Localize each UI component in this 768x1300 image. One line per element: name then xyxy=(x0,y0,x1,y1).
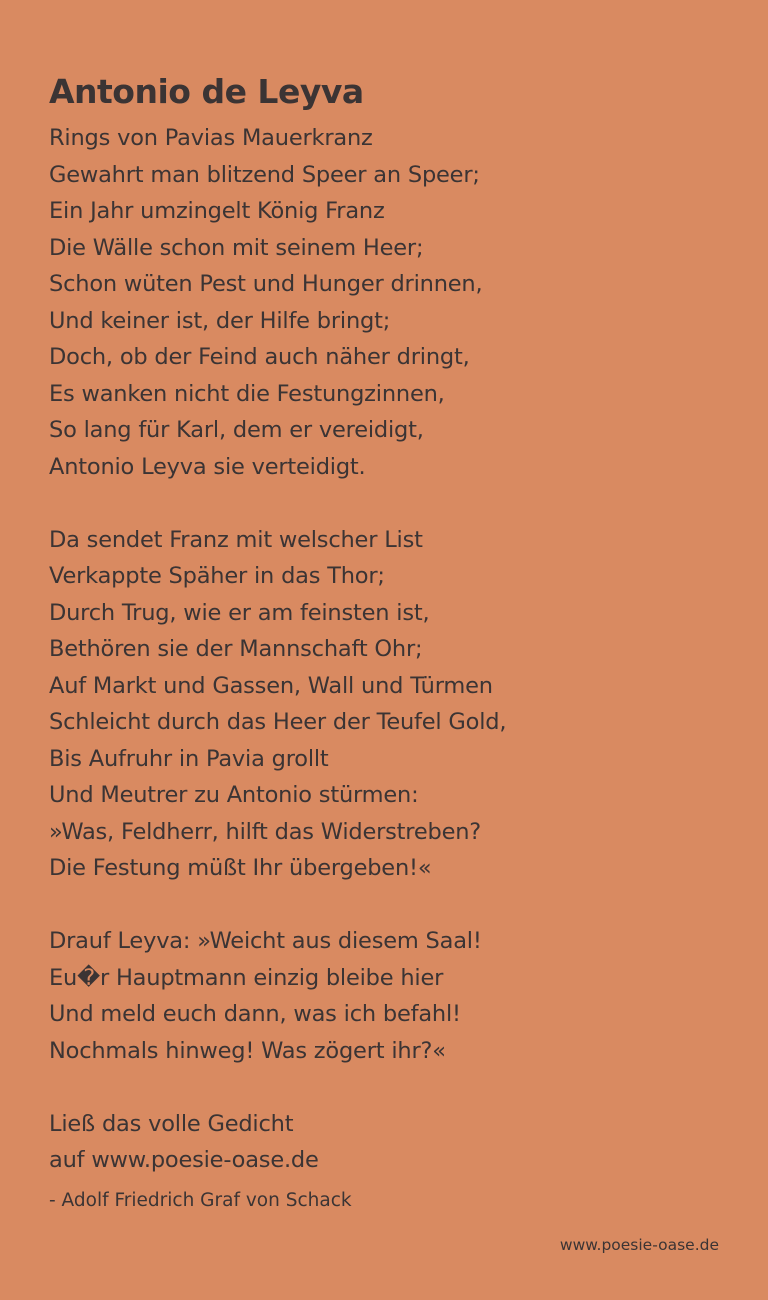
poem-line: Und Meutrer zu Antonio stürmen: xyxy=(49,782,419,808)
stanza-2 xyxy=(49,522,739,887)
poem-line: So lang für Karl, dem er vereidigt, xyxy=(49,417,424,443)
poem-line: Antonio Leyva sie verteidigt. xyxy=(49,453,366,480)
poem-line: Drauf Leyva: »Weicht aus diesem Saal! xyxy=(49,928,482,954)
poem-line: Ein Jahr umzingelt König Franz xyxy=(49,198,385,224)
poem-line: Die Festung müßt Ihr übergeben!« xyxy=(49,855,432,881)
poem-line: Schleicht durch das Heer der Teufel Gold, xyxy=(49,709,507,735)
poem-line: Durch Trug, wie er am feinsten ist, xyxy=(49,599,430,626)
poem-line: »Was, Feldherr, hilft das Widerstreben? xyxy=(49,818,482,845)
poem-line: Nochmals hinweg! Was zögert ihr?« xyxy=(49,1037,446,1064)
poem-line: Da sendet Franz mit welscher List xyxy=(49,526,423,553)
poem-line: Bis Aufruhr in Pavia grollt xyxy=(49,745,329,772)
poem-line: Verkappte Späher in das Thor; xyxy=(49,563,385,589)
poem-body xyxy=(49,120,739,1179)
read-more-note xyxy=(49,1106,739,1179)
poem-line: Auf Markt und Gassen, Wall und Türmen xyxy=(49,672,493,699)
site-watermark: www.poesie-oase.de xyxy=(559,1236,719,1254)
poem-line: Die Wälle schon mit seinem Heer; xyxy=(49,234,424,261)
poem-line: Rings von Pavias Mauerkranz xyxy=(49,125,373,151)
poem-line: Es wanken nicht die Festungzinnen, xyxy=(49,380,445,407)
poem-line: Gewahrt man blitzend Speer an Speer; xyxy=(49,161,480,188)
read-more-link: auf www.poesie-oase.de xyxy=(49,1147,319,1173)
stanza-3 xyxy=(49,923,739,1069)
poem-author: - Adolf Friedrich Graf von Schack xyxy=(49,1190,352,1211)
poem-line: Eu�r Hauptmann einzig bleibe hier xyxy=(49,964,444,991)
read-more-line: Ließ das volle Gedicht xyxy=(49,1110,294,1137)
poem-line: Und keiner ist, der Hilfe bringt; xyxy=(49,307,391,334)
poem-line: Bethören sie der Mannschaft Ohr; xyxy=(49,636,423,662)
poem-line: Schon wüten Pest und Hunger drinnen, xyxy=(49,271,483,297)
stanza-1 xyxy=(49,120,739,485)
poem-line: Doch, ob der Feind auch näher dringt, xyxy=(49,344,470,370)
poem-title: Antonio de Leyva xyxy=(49,72,364,112)
poem-line: Und meld euch dann, was ich befahl! xyxy=(49,1001,461,1027)
